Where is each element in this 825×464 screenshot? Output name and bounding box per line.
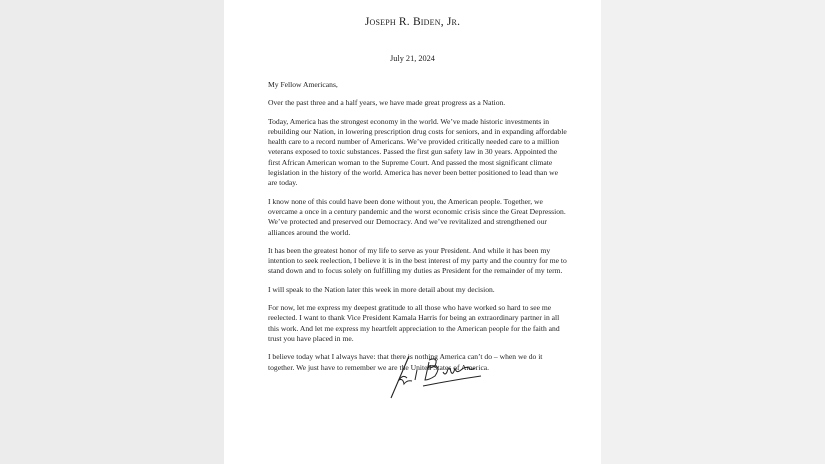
paragraph: I will speak to the Nation later this week in more detail about my decision. [268, 284, 495, 294]
background-left [0, 0, 224, 464]
paragraph: For now, let me express my deepest gratitude to all those who have worked so hard to see me reelected. I want to thank Vice President Kamala Harris for being an extraordinary partner in all this work. And let me express my heartfelt appreciation to the American people for the faith and trust you have placed in me. [268, 303, 560, 343]
paragraph: It has been the greatest honor of my life to serve as your President. And while it has been my intention to seek reelection, I believe it is in the best interest of my party and the country for me to stand down and to focus solely on fulfilling my duties as President for the remainder of my term. [268, 245, 567, 276]
paragraph: I believe today what I always have: that there is nothing America can’t do – when we do it together. We just have to remember we are the United States of America. [268, 352, 543, 372]
background-right [601, 0, 825, 464]
paragraph: Over the past three and a half years, we have made great progress as a Nation. [268, 98, 506, 108]
salutation: My Fellow Americans, [268, 80, 338, 89]
letter-date: July 21, 2024 [390, 54, 435, 63]
signature-image [385, 352, 495, 400]
paragraph: Today, America has the strongest economy in the world. We’ve made historic investments in rebuilding our Nation, in lowering prescription drug costs for seniors, and in expanding affordable health care to a record number of Americans. We’ve provided critically needed care to a million veterans exposed to toxic substances. Passed the first gun safety law in 30 years. Appointed the first African American woman to the Supreme Court. And passed the most significant climate legislation in the history of the world. America has never been better positioned to lead than we are today. [268, 116, 567, 188]
paragraph: I know none of this could have been done without you, the American people. Together, we overcame a once in a century pandemic and the worst economic crisis since the Great Depression. We’ve protected and preserved our Democracy. And we’ve revitalized and strengthened our alliances around the world. [268, 196, 566, 237]
letter-body [268, 80, 568, 381]
letterhead: Joseph R. Biden, Jr. [364, 16, 461, 28]
